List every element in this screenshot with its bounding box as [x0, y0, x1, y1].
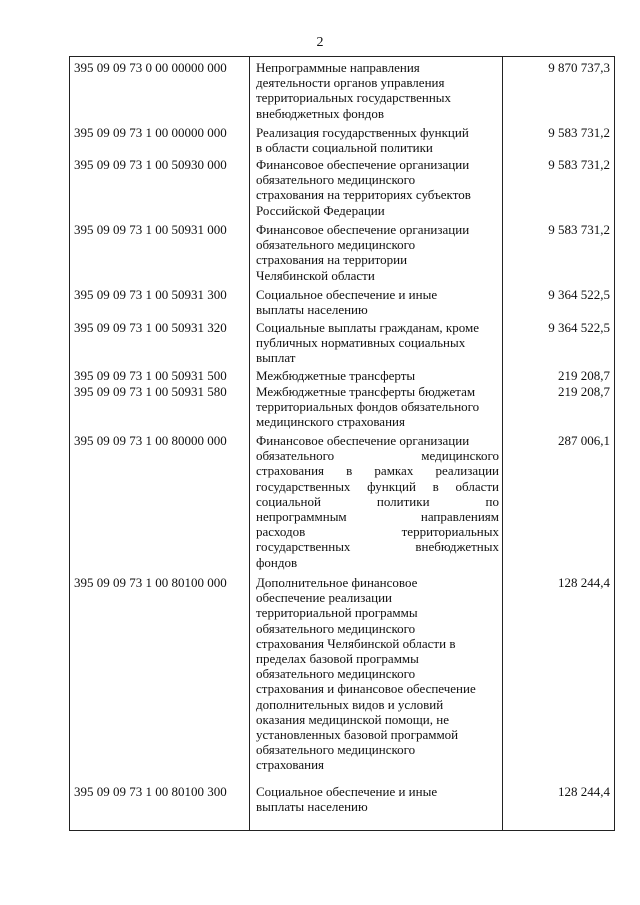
- row-code: 395 09 09 73 1 00 50931 580: [74, 384, 227, 399]
- description-line: фондов: [256, 554, 298, 570]
- row-description: [256, 575, 499, 773]
- row-code: 395 09 09 73 1 00 80000 000: [74, 433, 227, 448]
- description-line: Финансовое обеспечение организации: [256, 222, 470, 237]
- description-line: деятельности органов управления: [256, 75, 445, 91]
- row-code: 395 09 09 73 0 00 00000 000: [74, 60, 227, 75]
- row-amount: 287 006,1: [558, 433, 610, 448]
- row-amount: 219 208,7: [558, 368, 610, 383]
- description-line: Непрограммные направления: [256, 60, 420, 75]
- description-line: обязательного медицинского: [256, 172, 416, 188]
- description-line: публичных нормативных социальных: [256, 335, 466, 351]
- description-line: дополнительных видов и условий: [256, 696, 444, 712]
- description-line: Челябинской области: [256, 267, 375, 283]
- row-description: [256, 222, 499, 283]
- description-line: установленных базовой программой: [256, 727, 459, 743]
- description-line: оказания медицинской помощи, не: [256, 711, 449, 727]
- row-code: 395 09 09 73 1 00 00000 000: [74, 125, 227, 140]
- description-line: территориальных государственных: [256, 90, 452, 106]
- row-code: 395 09 09 73 1 00 80100 300: [74, 784, 227, 799]
- row-amount: 128 244,4: [558, 784, 610, 799]
- description-line: страхования на территориях субъектов: [256, 187, 471, 203]
- row-amount: 9 364 522,5: [548, 320, 610, 335]
- row-description: [256, 125, 499, 155]
- row-amount: 219 208,7: [558, 384, 610, 399]
- description-line: страхования в рамках реализации: [256, 463, 499, 479]
- description-line: страхования: [256, 757, 325, 773]
- row-amount: 9 583 731,2: [548, 157, 610, 172]
- row-code: 395 09 09 73 1 00 50931 500: [74, 368, 227, 383]
- description-line: социальной политики по: [256, 493, 499, 509]
- column-divider-code: [249, 57, 250, 830]
- description-line: медицинского страхования: [256, 414, 405, 430]
- description-line: страхования Челябинской области в: [256, 635, 456, 651]
- description-line: государственных внебюджетных: [256, 539, 499, 555]
- description-line: обеспечение реализации: [256, 590, 392, 606]
- description-line: территориальных фондов обязательного: [256, 399, 480, 415]
- description-line: непрограммным направлениям: [256, 509, 499, 525]
- description-line: выплаты населению: [256, 302, 368, 318]
- row-code: 395 09 09 73 1 00 50931 000: [74, 222, 227, 237]
- description-line: Реализация государственных функций: [256, 125, 469, 140]
- description-line: расходов территориальных: [256, 524, 499, 540]
- budget-table: [69, 56, 615, 831]
- description-line: Финансовое обеспечение организации: [256, 157, 470, 172]
- description-line: пределах базовой программы: [256, 651, 419, 667]
- row-description: [256, 157, 499, 218]
- description-line: выплат: [256, 350, 296, 366]
- description-line: обязательного медицинского: [256, 237, 416, 253]
- row-description: [256, 287, 499, 317]
- row-amount: 9 870 737,3: [548, 60, 610, 75]
- description-line: Финансовое обеспечение организации: [256, 433, 470, 448]
- description-line: Межбюджетные трансферты бюджетам: [256, 384, 476, 399]
- description-line: Дополнительное финансовое: [256, 575, 418, 590]
- description-line: государственных функций в области: [256, 478, 499, 494]
- row-description: [256, 784, 499, 814]
- description-line: Российской Федерации: [256, 202, 385, 218]
- row-description: [256, 368, 499, 383]
- row-amount: 9 583 731,2: [548, 222, 610, 237]
- description-line: Социальное обеспечение и иные: [256, 287, 438, 302]
- row-amount: 9 364 522,5: [548, 287, 610, 302]
- description-line: Социальное обеспечение и иные: [256, 784, 438, 799]
- description-line: обязательного медицинского: [256, 620, 416, 636]
- row-amount: 128 244,4: [558, 575, 610, 590]
- description-line: Социальные выплаты гражданам, кроме: [256, 320, 479, 335]
- row-code: 395 09 09 73 1 00 50931 320: [74, 320, 227, 335]
- description-line: страхования на территории: [256, 252, 408, 268]
- description-line: обязательного медицинского: [256, 448, 499, 464]
- row-code: 395 09 09 73 1 00 50930 000: [74, 157, 227, 172]
- description-line: территориальной программы: [256, 605, 418, 621]
- page-number: 2: [316, 35, 324, 50]
- description-line: выплаты населению: [256, 799, 368, 815]
- row-amount: 9 583 731,2: [548, 125, 610, 140]
- row-description: [256, 384, 499, 430]
- description-line: страхования и финансовое обеспечение: [256, 681, 476, 697]
- row-code: 395 09 09 73 1 00 50931 300: [74, 287, 227, 302]
- description-line: в области социальной политики: [256, 140, 433, 156]
- row-description: [256, 60, 499, 121]
- description-line: Межбюджетные трансферты: [256, 368, 416, 383]
- row-description: [256, 320, 499, 366]
- description-line: внебюджетных фондов: [256, 105, 384, 121]
- description-line: обязательного медицинского: [256, 742, 416, 758]
- row-code: 395 09 09 73 1 00 80100 000: [74, 575, 227, 590]
- description-line: обязательного медицинского: [256, 666, 416, 682]
- row-description: [256, 433, 499, 570]
